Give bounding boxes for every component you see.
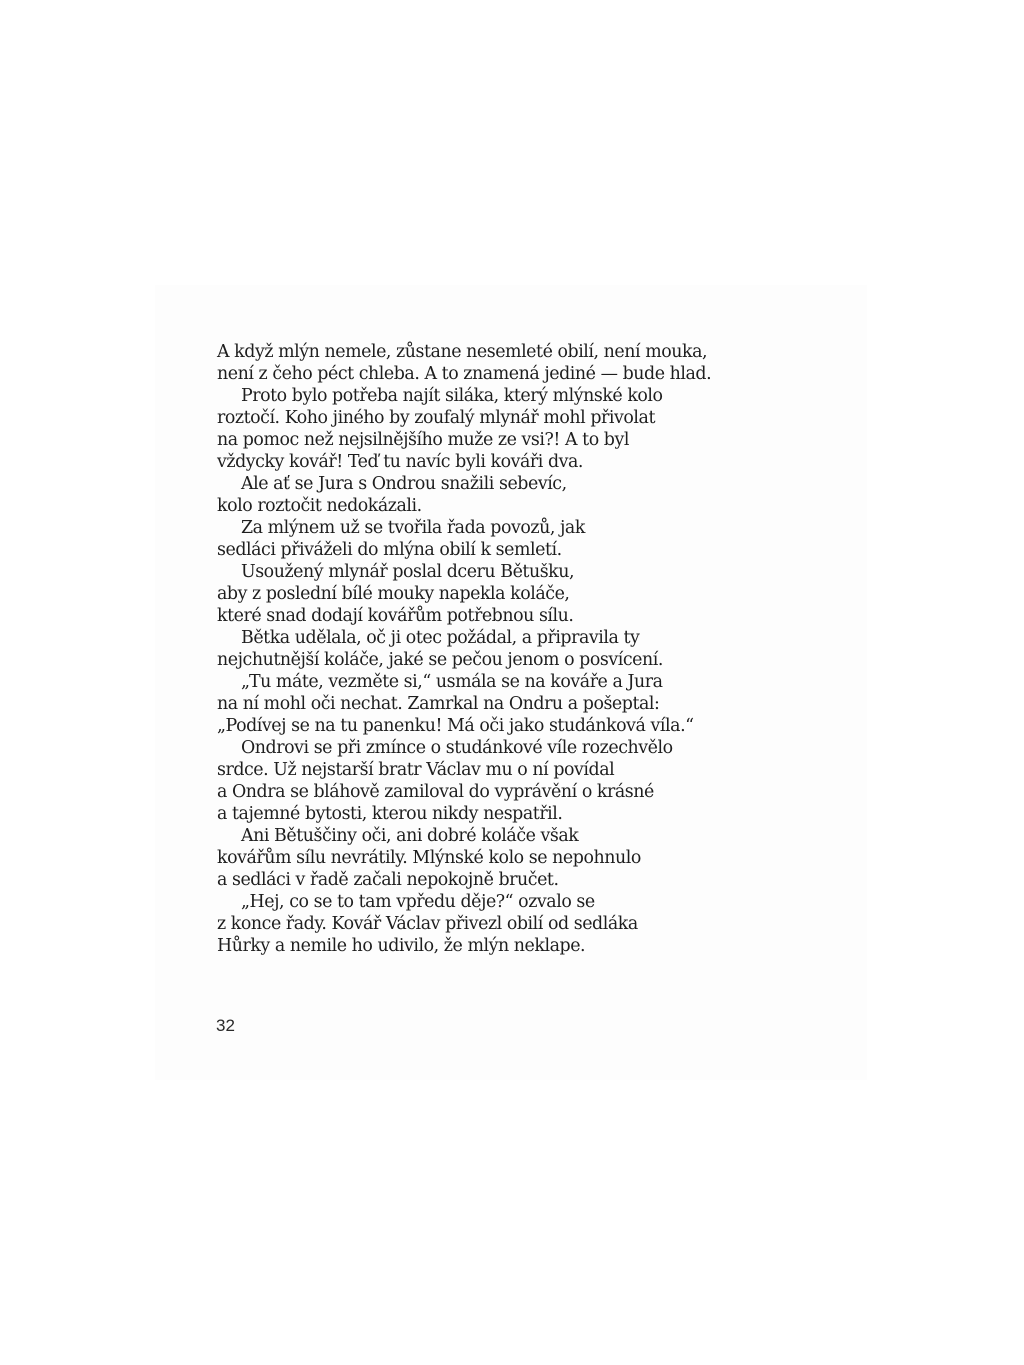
text-line: aby z poslední bílé mouky napekla koláče, — [217, 584, 570, 604]
text-line: Bětka udělala, oč ji otec požádal, a připravila ty — [241, 628, 640, 648]
text-line: vždycky kovář! Teď tu navíc byli kováři dva. — [217, 452, 584, 472]
text-line: Usoužený mlynář poslal dceru Bětušku, — [241, 562, 575, 582]
body-text — [217, 341, 777, 957]
text-line: „Hej, co se to tam vpředu děje?“ ozvalo se — [241, 892, 595, 912]
text-line: Ani Bětuščiny oči, ani dobré koláče však — [241, 826, 579, 846]
text-line: „Tu máte, vezměte si,“ usmála se na kováře a Jura — [241, 672, 663, 692]
text-line: které snad dodají kovářům potřebnou sílu. — [217, 606, 574, 626]
text-line: roztočí. Koho jiného by zoufalý mlynář mohl přivolat — [217, 408, 655, 428]
text-line: „Podívej se na tu panenku! Má oči jako studánková víla.“ — [217, 716, 694, 736]
text-line: na ní mohl oči nechat. Zamrkal na Ondru a pošeptal: — [217, 694, 660, 714]
text-line: kovářům sílu nevrátily. Mlýnské kolo se nepohnulo — [217, 848, 641, 868]
text-line: nejchutnější koláče, jaké se pečou jenom o posvícení. — [217, 650, 663, 670]
text-line: Hůrky a nemile ho udivilo, že mlýn neklape. — [217, 936, 586, 956]
page-number: 32 — [216, 1016, 235, 1035]
text-line: a sedláci v řadě začali nepokojně bručet. — [217, 870, 559, 890]
text-line: srdce. Už nejstarší bratr Václav mu o ní povídal — [217, 760, 615, 780]
text-line: A když mlýn nemele, zůstane nesemleté obilí, není mouka, — [217, 342, 708, 362]
text-line: sedláci přiváželi do mlýna obilí k semletí. — [217, 540, 562, 560]
text-line: z konce řady. Kovář Václav přivezl obilí od sedláka — [217, 914, 638, 934]
text-line: Za mlýnem už se tvořila řada povozů, jak — [241, 518, 585, 538]
text-line: a tajemné bytosti, kterou nikdy nespatřil. — [217, 804, 563, 824]
text-line: není z čeho péct chleba. A to znamená jediné — bude hlad. — [217, 364, 712, 384]
text-line: na pomoc než nejsilnějšího muže ze vsi?! A to byl — [217, 430, 629, 450]
text-line: Ondrovi se při zmínce o studánkové víle rozechvělo — [241, 738, 673, 758]
text-line: kolo roztočit nedokázali. — [217, 496, 422, 516]
text-line: Ale ať se Jura s Ondrou snažili sebevíc, — [241, 474, 567, 494]
text-line: a Ondra se bláhově zamiloval do vyprávění o krásné — [217, 782, 654, 802]
text-line: Proto bylo potřeba najít siláka, který mlýnské kolo — [241, 386, 663, 406]
